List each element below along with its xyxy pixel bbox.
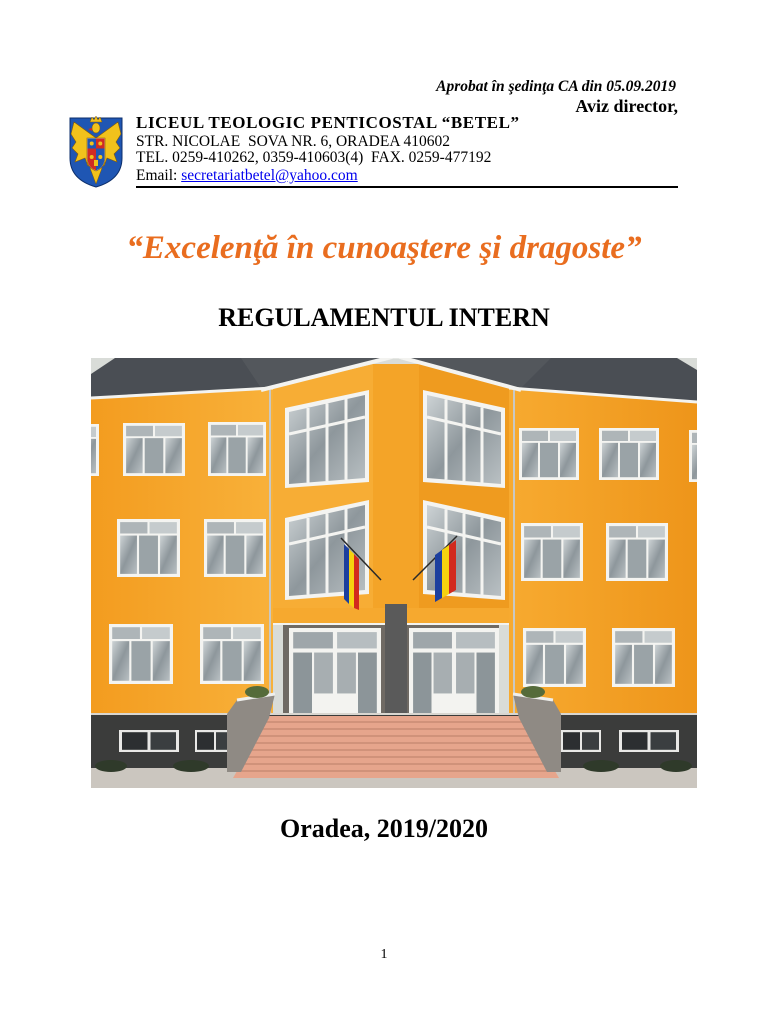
school-name: LICEUL TEOLOGIC PENTICOSTAL “BETEL” [136, 113, 520, 132]
building-window [204, 519, 266, 577]
entrance-door [289, 628, 381, 718]
building-window [612, 628, 675, 687]
basement-window [561, 730, 601, 752]
building-window [117, 519, 180, 577]
header-divider [136, 186, 678, 188]
school-motto: “Excelenţă în cunoaştere şi dragoste” [126, 230, 642, 266]
director-endorsement: Aviz director, [575, 96, 678, 116]
school-building-photo [91, 358, 697, 788]
building-window [109, 624, 173, 684]
school-email-line [136, 168, 358, 184]
building-window [91, 424, 99, 476]
approval-note: Aprobat în şedinţa CA din 05.09.2019 [436, 78, 676, 95]
building-window [200, 624, 264, 684]
school-phone-fax: TEL. 0259-410262, 0359-410603(4) FAX. 0259-477192 [136, 149, 492, 166]
building-window [523, 628, 586, 687]
basement-window [619, 730, 679, 752]
email-label: Email: [136, 167, 182, 184]
entrance-door [409, 628, 499, 718]
coat-of-arms-icon [67, 114, 125, 188]
building-window [606, 523, 668, 581]
building-window [599, 428, 659, 480]
building-window [519, 428, 579, 480]
building-window [521, 523, 583, 581]
building-window [208, 422, 266, 476]
entrance-column [385, 604, 407, 718]
school-address: STR. NICOLAE SOVA NR. 6, ORADEA 410602 [136, 133, 451, 150]
email-link[interactable]: secretariatbetel@yahoo.com [181, 167, 358, 184]
document-title: REGULAMENTUL INTERN [218, 303, 550, 332]
building-window [123, 423, 185, 476]
basement-window [119, 730, 179, 752]
entrance [273, 604, 509, 718]
place-and-school-year: Oradea, 2019/2020 [280, 814, 488, 843]
page-number: 1 [380, 947, 388, 962]
building-window [689, 430, 697, 482]
